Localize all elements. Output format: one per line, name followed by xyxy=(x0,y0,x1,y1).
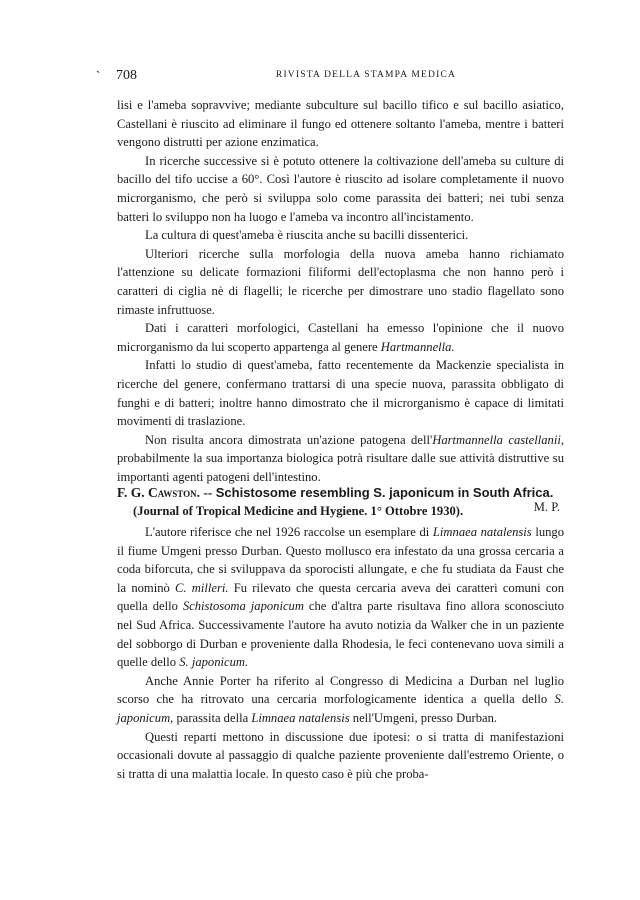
text-run: nell'Umgeni, presso Durban. xyxy=(349,710,498,725)
species-name: S. japonicum. xyxy=(179,655,249,670)
paragraph xyxy=(117,319,564,356)
paragraph: La cultura di quest'ameba è riuscita anche su bacilli dissenterici. xyxy=(145,228,469,243)
text-run: Fu rilevato che questa cercaria aveva dei caratteri comuni con quella dello xyxy=(117,580,564,614)
text-run: che d'altra parte risultava fino allora sconosciuto nel Sud Africa. Successivamente l'autore ha avuto notizia da Walker che in un paziente del sobborgo di Durban e proveniente dalla Rhodesia, le feci contenevano uova simili a quelle dello xyxy=(117,599,564,670)
page-number: 708 xyxy=(116,68,137,83)
species-name: Schistosoma japonicum xyxy=(182,599,304,614)
article-title-line xyxy=(117,483,564,502)
article-2-body xyxy=(117,523,564,783)
page-header xyxy=(96,68,564,84)
article-source: (Journal of Tropical Medicine and Hygiene. 1° Ottobre 1930). xyxy=(133,504,464,518)
text-run: Non risulta ancora dimostrata un'azione patogena dell' xyxy=(145,432,433,447)
species-name: Limnaea natalensis xyxy=(432,525,532,539)
species-name: S. japonicum, xyxy=(117,692,564,725)
paragraph: Infatti lo studio di quest'ameba, fatto recentemente da Mackenzie specialista in ricerche del genere, confermano trattarsi di una specie nuova, parassita obbligato di funghi e di batteri; inoltre hanno dimostrato che il microrganismo è capace di limitati movimenti di traslazione. xyxy=(117,358,564,429)
margin-mark: ` xyxy=(96,68,101,83)
species-name: Limnaea natalensis xyxy=(251,710,350,725)
species-name: Hartmannella castellanii, xyxy=(432,432,564,447)
species-name: C. milleri. xyxy=(175,580,229,595)
author-signature: M. P. xyxy=(533,500,560,515)
text-run: lungo il fiume Umgeni presso Durban. Questo mollusco era infestato da una grossa cercaria a coda biforcuta, che si sviluppava da sporocisti allungate, e che fu studiata da Faust che la nominò xyxy=(117,525,565,595)
text-run: parassita della xyxy=(173,710,252,725)
article-title: Schistosome resembling S. japonicum in South Africa. xyxy=(215,485,554,500)
text-run: Dati i caratteri morfologici, Castellani ha emesso l'opinione che il nuovo microrganismo da lui scoperto appartenga al genere xyxy=(117,321,564,354)
title-dash: -- xyxy=(200,485,216,500)
author-initials: F. G. xyxy=(117,485,149,500)
paragraph: Questi reparti mettono in discussione due ipotesi: o si tratta di manifestazioni occasionali dovute al passaggio di qualche paziente proveniente dall'estremo Oriente, o si tratta di una malattia locale. In questo caso è più che proba- xyxy=(117,729,564,781)
paragraph xyxy=(117,523,564,672)
paragraph: lisi e l'ameba sopravvive; mediante subculture sul bacillo tifico e sul bacillo asiatico, Castellani è riuscito ad eliminare il fungo ed ottenere soltanto l'ameba, mentre i batteri vengono distrutti per azione enzimatica. xyxy=(117,98,564,150)
text-run: L'autore riferisce che nel 1926 raccolse un esemplare di xyxy=(145,525,433,539)
running-head: RIVISTA DELLA STAMPA MEDICA xyxy=(275,70,457,80)
text-run: probabilmente la sua importanza biologica potrà risultare dalle sue attività distruttive su importanti agenti patogeni dell'intestino. xyxy=(117,451,564,484)
paragraph xyxy=(117,672,564,728)
paragraph xyxy=(117,431,564,487)
article-2-heading xyxy=(117,483,564,521)
paragraph: In ricerche successive si è potuto ottenere la coltivazione dell'ameba su culture di bacillo del tifo uccise a 60°. Così l'autore è riuscito ad isolare completamente il nuovo microrganismo, che però si sviluppa solo come parassita dei batteri; nei tubi senza batteri lo sviluppo non ha luogo e l'ameba va incontro all'incistamento. xyxy=(117,153,564,224)
article-1-body xyxy=(117,96,564,517)
paragraph: Ulteriori ricerche sulla morfologia della nuova ameba hanno richiamato l'attenzione su delicate formazioni filiformi dell'ectoplasma che non hanno però i caratteri di ciglia nè di flagelli; le ricerche per dimostrare uno stadio flagellato sono rimaste infruttuose. xyxy=(117,246,564,317)
genus-name: Hartmannella. xyxy=(380,339,455,354)
author-surname: Cawston. xyxy=(148,485,200,500)
text-run: Anche Annie Porter ha riferito al Congresso di Medicina a Durban nel luglio scorso che ha ritrovato una cercaria morfologicamente identica a quella dello xyxy=(117,673,564,707)
